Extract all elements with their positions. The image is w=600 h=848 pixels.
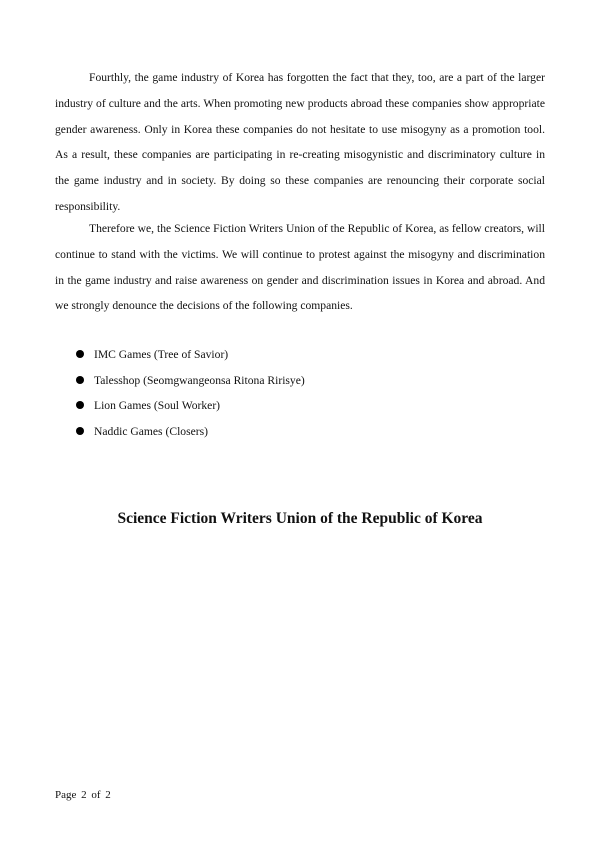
- company-name: Naddic Games (Closers): [94, 424, 208, 438]
- list-item: [76, 419, 305, 445]
- bullet-icon: [76, 427, 84, 435]
- paragraph-therefore: Therefore we, the Science Fiction Writers Union of the Republic of Korea, as fellow creators, will continue to stand with the victims. We will continue to protest against the misogyny and discrimination in the game industry and raise awareness on gender and discrimination issues in Korea and abroad. And we strongly denounce the decisions of the following companies.: [55, 222, 545, 313]
- list-item: [76, 342, 305, 368]
- list-item: [76, 393, 305, 419]
- page-number: Page 2 of 2: [55, 789, 111, 801]
- paragraph-fourthly: Fourthly, the game industry of Korea has forgotten the fact that they, too, are a part of the larger industry of culture and the arts. When promoting new products abroad these companies show appropriate gender awareness. Only in Korea these companies do not hesitate to use misogyny as a promotion tool. As a result, these companies are participating in re-creating misogynistic and discriminatory culture in the game industry and in society. By doing so these companies are renouncing their corporate social responsibility.: [55, 71, 545, 213]
- bullet-icon: [76, 376, 84, 384]
- company-list: [76, 342, 305, 444]
- company-name: IMC Games (Tree of Savior): [94, 348, 229, 361]
- company-name: Lion Games (Soul Worker): [94, 399, 221, 412]
- company-name: Talesshop (Seomgwangeonsa Ritona Ririsye): [94, 373, 305, 387]
- bullet-icon: [76, 350, 84, 358]
- signature-heading: Science Fiction Writers Union of the Republic of Korea: [117, 510, 483, 527]
- bullet-icon: [76, 401, 84, 409]
- list-item: [76, 368, 305, 394]
